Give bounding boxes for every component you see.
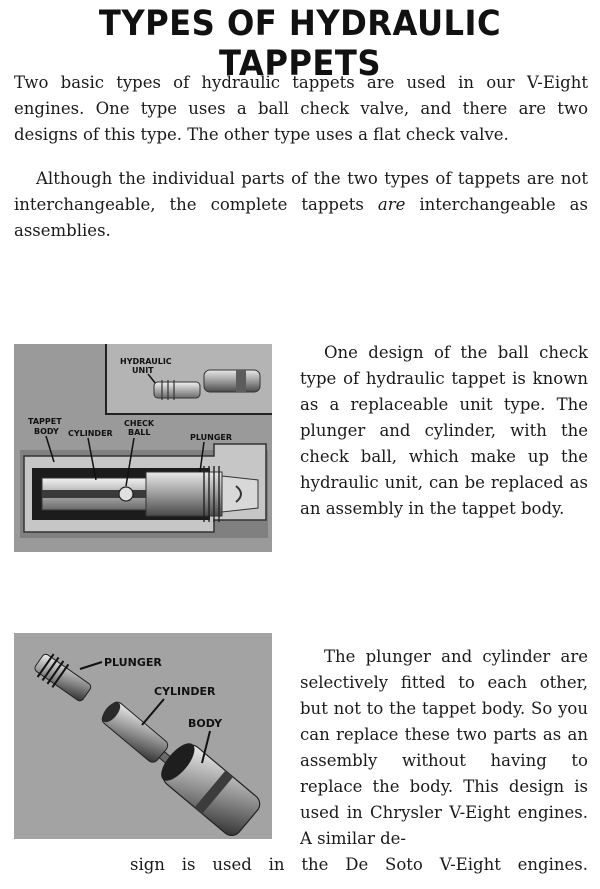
selective-fit-description-continued: sign is used in the De Soto V-Eight engines. <box>130 855 588 874</box>
label-plunger-2: PLUNGER <box>104 656 162 669</box>
label-cylinder: CYLINDER <box>68 429 113 438</box>
selective-fit-tappet-figure <box>14 633 272 839</box>
label-body-2: BODY <box>188 717 223 730</box>
label-hydraulic: HYDRAULIC <box>120 357 172 366</box>
page-title: TYPES OF HYDRAULIC TAPPETS <box>98 4 502 84</box>
label-unit: UNIT <box>132 366 154 375</box>
replaceable-unit-description: One design of the ball check type of hydraulic tappet is known as a replaceable unit type. The plunger and cylinder, with the check ball, which make up the hydraulic unit, can be replaced as an assembly in the tappet body. <box>300 343 588 518</box>
intro-paragraph-1: Two basic types of hydraulic tappets are used in our V-Eight engines. One type uses a ball check valve, and there are two designs of this type. The other type uses a flat check valve. <box>14 73 588 144</box>
label-ball: BALL <box>128 428 151 437</box>
selective-fit-description: The plunger and cylinder are selectively fitted to each other, but not to the tappet body. So you can replace these two parts as an assembly without having to replace the body. This design is used in Chrysler V-Eight engines. A similar de- <box>300 647 588 848</box>
emphasis-are: are <box>377 195 406 214</box>
label-body: BODY <box>34 427 59 436</box>
replaceable-unit-tappet-figure <box>14 344 272 552</box>
tappet-cutaway-illustration <box>14 344 272 552</box>
label-tappet: TAPPET <box>28 417 62 426</box>
intro-paragraph-2 <box>14 166 588 244</box>
label-cylinder-2: CYLINDER <box>154 685 216 698</box>
intro-paragraph-2-start: Although the individual parts of the two types of tappets are not interchangeable, the complete tappets <box>14 169 588 214</box>
label-check: CHECK <box>124 419 155 428</box>
intro-paragraph-2-end: interchangeable as assemblies. <box>14 195 588 240</box>
tappet-parts-illustration <box>14 633 272 839</box>
label-plunger: PLUNGER <box>190 433 233 442</box>
